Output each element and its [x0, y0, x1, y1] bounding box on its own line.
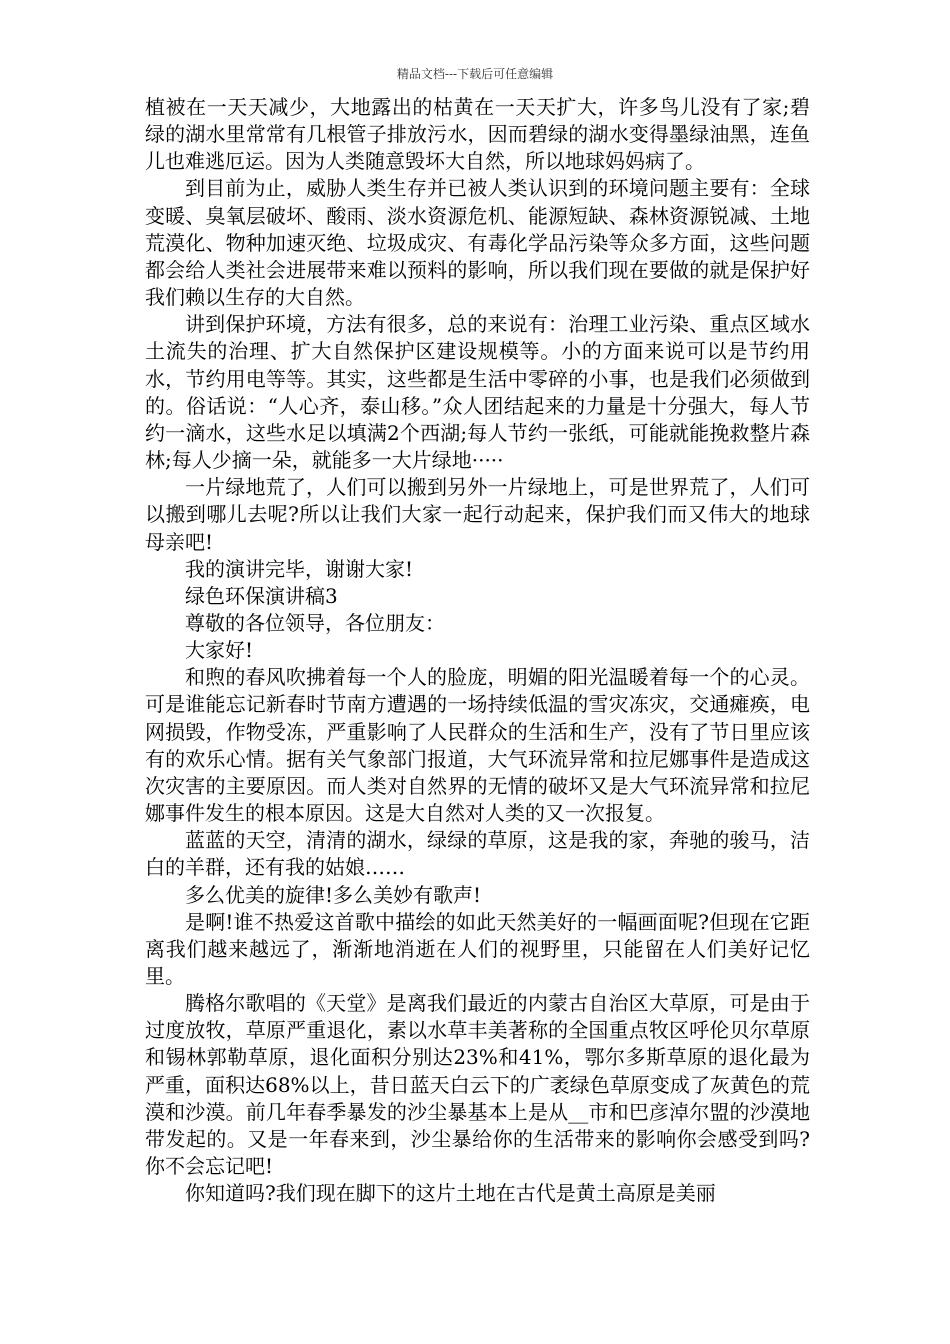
section-title: 绿色环保演讲稿3 — [185, 583, 338, 608]
salutation: 尊敬的各位领导，各位朋友： — [185, 610, 445, 635]
page-header: 精品文档---下载后可任意编辑 — [396, 67, 554, 81]
paragraph: 到目前为止，威胁人类生存并已被人类认识到的环境问题主要有：全球变暖、臭氧层破坏、酸雨、淡水资源危机、能源短缺、森林资源锐减、土地荒漠化、物种加速灭绝、垃圾成灾、有毒化学品污染等众多方面，这些问题都会给人类社会进展带来难以预料的影响，所以我们现在要做的就是保护好我们赖以生存的大自然。 — [145, 176, 810, 310]
paragraph: 你知道吗?我们现在脚下的这片土地在古代是黄土高原是美丽 — [185, 1181, 716, 1206]
paragraph: 腾格尔歌唱的《天堂》是离我们最近的内蒙古自治区大草原，可是由于过度放牧，草原严重退化，素以水草丰美著称的全国重点牧区呼伦贝尔草原和锡林郭勒草原，退化面积分别达23%和41%，鄂尔多斯草原的退化最为严重，面积达68%以上，昔日蓝天白云下的广袤绿色草原变成了灰黄色的荒漠和沙漠。前几年春季暴发的沙尘暴基本上是从__市和巴彦淖尔盟的沙漠地带发起的。又是一年春来到，沙尘暴给你的生活带来的影响你会感受到吗?你不会忘记吧! — [145, 991, 810, 1179]
paragraph: 讲到保护环境，方法有很多，总的来说有：治理工业污染、重点区域水土流失的治理、扩大自然保护区建设规模等。小的方面来说可以是节约用水，节约用电等等。其实，这些都是生活中零碎的小事，也是我们必须做到的。俗话说：“人心齐，泰山移。”众人团结起来的力量是十分强大，每人节约一滴水，这些水足以填满2个西湖;每人节约一张纸，可能就能挽救整片森林;每人少摘一朵，就能多一大片绿地····· — [145, 312, 810, 473]
document-body — [145, 94, 810, 1207]
paragraph: 蓝蓝的天空，清清的湖水，绿绿的草原，这是我的家，奔驰的骏马，洁白的羊群，还有我的姑娘…… — [145, 828, 810, 880]
paragraph: 是啊!谁不热爱这首歌中描绘的如此天然美好的一幅画面呢?但现在它距离我们越来越远了，渐渐地消逝在人们的视野里，只能留在人们美好记忆里。 — [145, 909, 810, 988]
paragraph: 我的演讲完毕，谢谢大家! — [185, 556, 414, 581]
paragraph: 多么优美的旋律!多么美妙有歌声! — [185, 882, 482, 907]
paragraph: 和煦的春风吹拂着每一个人的脸庞，明媚的阳光温暖着每一个的心灵。可是谁能忘记新春时节南方遭遇的一场持续低温的雪灾冻灾，交通瘫痪，电网损毁，作物受冻，严重影响了人民群众的生活和生产，没有了节日里应该有的欢乐心情。据有关气象部门报道，大气环流异常和拉尼娜事件是造成这次灾害的主要原因。而人类对自然界的无情的破坏又是大气环流异常和拉尼娜事件发生的根本原因。这是大自然对人类的又一次报复。 — [145, 665, 810, 826]
paragraph: 植被在一天天减少，大地露出的枯黄在一天天扩大，许多鸟儿没有了家;碧绿的湖水里常常有几根管子排放污水，因而碧绿的湖水变得墨绿油黑，连鱼儿也难逃厄运。因为人类随意毁坏大自然，所以地球妈妈病了。 — [145, 95, 810, 174]
greeting: 大家好! — [185, 638, 254, 663]
paragraph: 一片绿地荒了，人们可以搬到另外一片绿地上，可是世界荒了，人们可以搬到哪儿去呢?所以让我们大家一起行动起来，保护我们而又伟大的地球母亲吧! — [145, 475, 810, 554]
